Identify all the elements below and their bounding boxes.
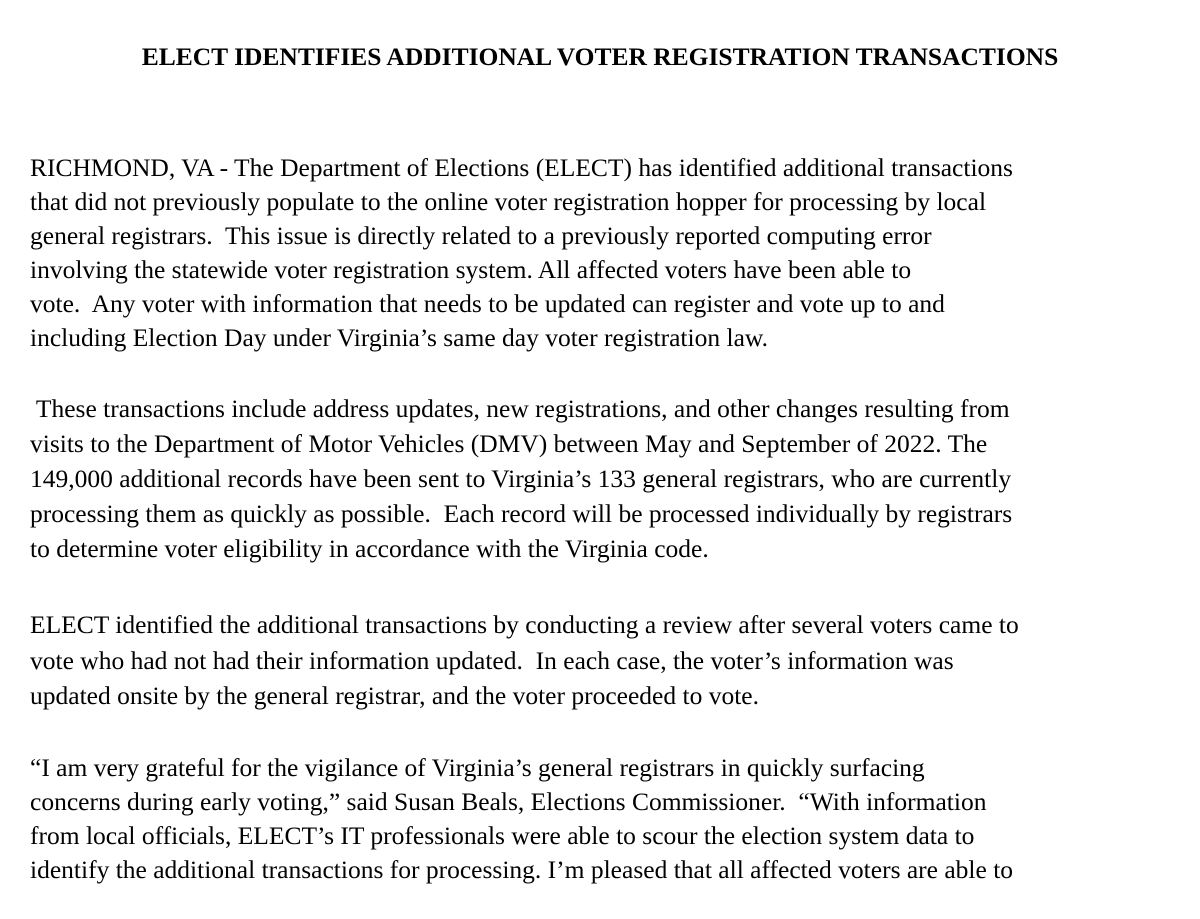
paragraph-2-line-3: 149,000 additional records have been sent to Virginia’s 133 general registrars, who are currently bbox=[30, 464, 1012, 493]
page-title: ELECT IDENTIFIES ADDITIONAL VOTER REGISTRATION TRANSACTIONS bbox=[141, 42, 1059, 71]
paragraph-1-line-3: general registrars. This issue is directly related to a previously reported computing error bbox=[30, 221, 932, 250]
paragraph-4-line-3: from local officials, ELECT’s IT professionals were able to scour the election system data to bbox=[30, 821, 975, 850]
paragraph-3-line-1: ELECT identified the additional transactions by conducting a review after several voters came to bbox=[30, 610, 1019, 639]
paragraph-4-line-1: “I am very grateful for the vigilance of Virginia’s general registrars in quickly surfacing bbox=[30, 753, 925, 782]
paragraph-1-line-2: that did not previously populate to the online voter registration hopper for processing by local bbox=[30, 187, 987, 216]
paragraph-2-line-5: to determine voter eligibility in accordance with the Virginia code. bbox=[30, 534, 709, 563]
paragraph-4-line-2: concerns during early voting,” said Susan Beals, Elections Commissioner. “With information bbox=[30, 787, 987, 816]
paragraph-3-line-3: updated onsite by the general registrar, and the voter proceeded to vote. bbox=[30, 681, 759, 710]
paragraph-2-line-4: processing them as quickly as possible. Each record will be processed individually by registrars bbox=[30, 499, 1013, 528]
paragraph-1-line-6: including Election Day under Virginia’s same day voter registration law. bbox=[30, 323, 769, 352]
paragraph-2-line-1: These transactions include address updates, new registrations, and other changes resulting from bbox=[30, 394, 1010, 423]
paragraph-4-line-4: identify the additional transactions for processing. I’m pleased that all affected voters are able to bbox=[30, 855, 1014, 884]
paragraph-1-line-1: RICHMOND, VA - The Department of Elections (ELECT) has identified additional transactions bbox=[30, 153, 1013, 182]
paragraph-3-line-2: vote who had not had their information updated. In each case, the voter’s information was bbox=[30, 646, 954, 675]
paragraph-1-line-4: involving the statewide voter registration system. All affected voters have been able to bbox=[30, 255, 912, 284]
paragraph-1-line-5: vote. Any voter with information that needs to be updated can register and vote up to and bbox=[30, 289, 945, 318]
paragraph-2-line-2: visits to the Department of Motor Vehicles (DMV) between May and September of 2022. The bbox=[30, 429, 988, 458]
